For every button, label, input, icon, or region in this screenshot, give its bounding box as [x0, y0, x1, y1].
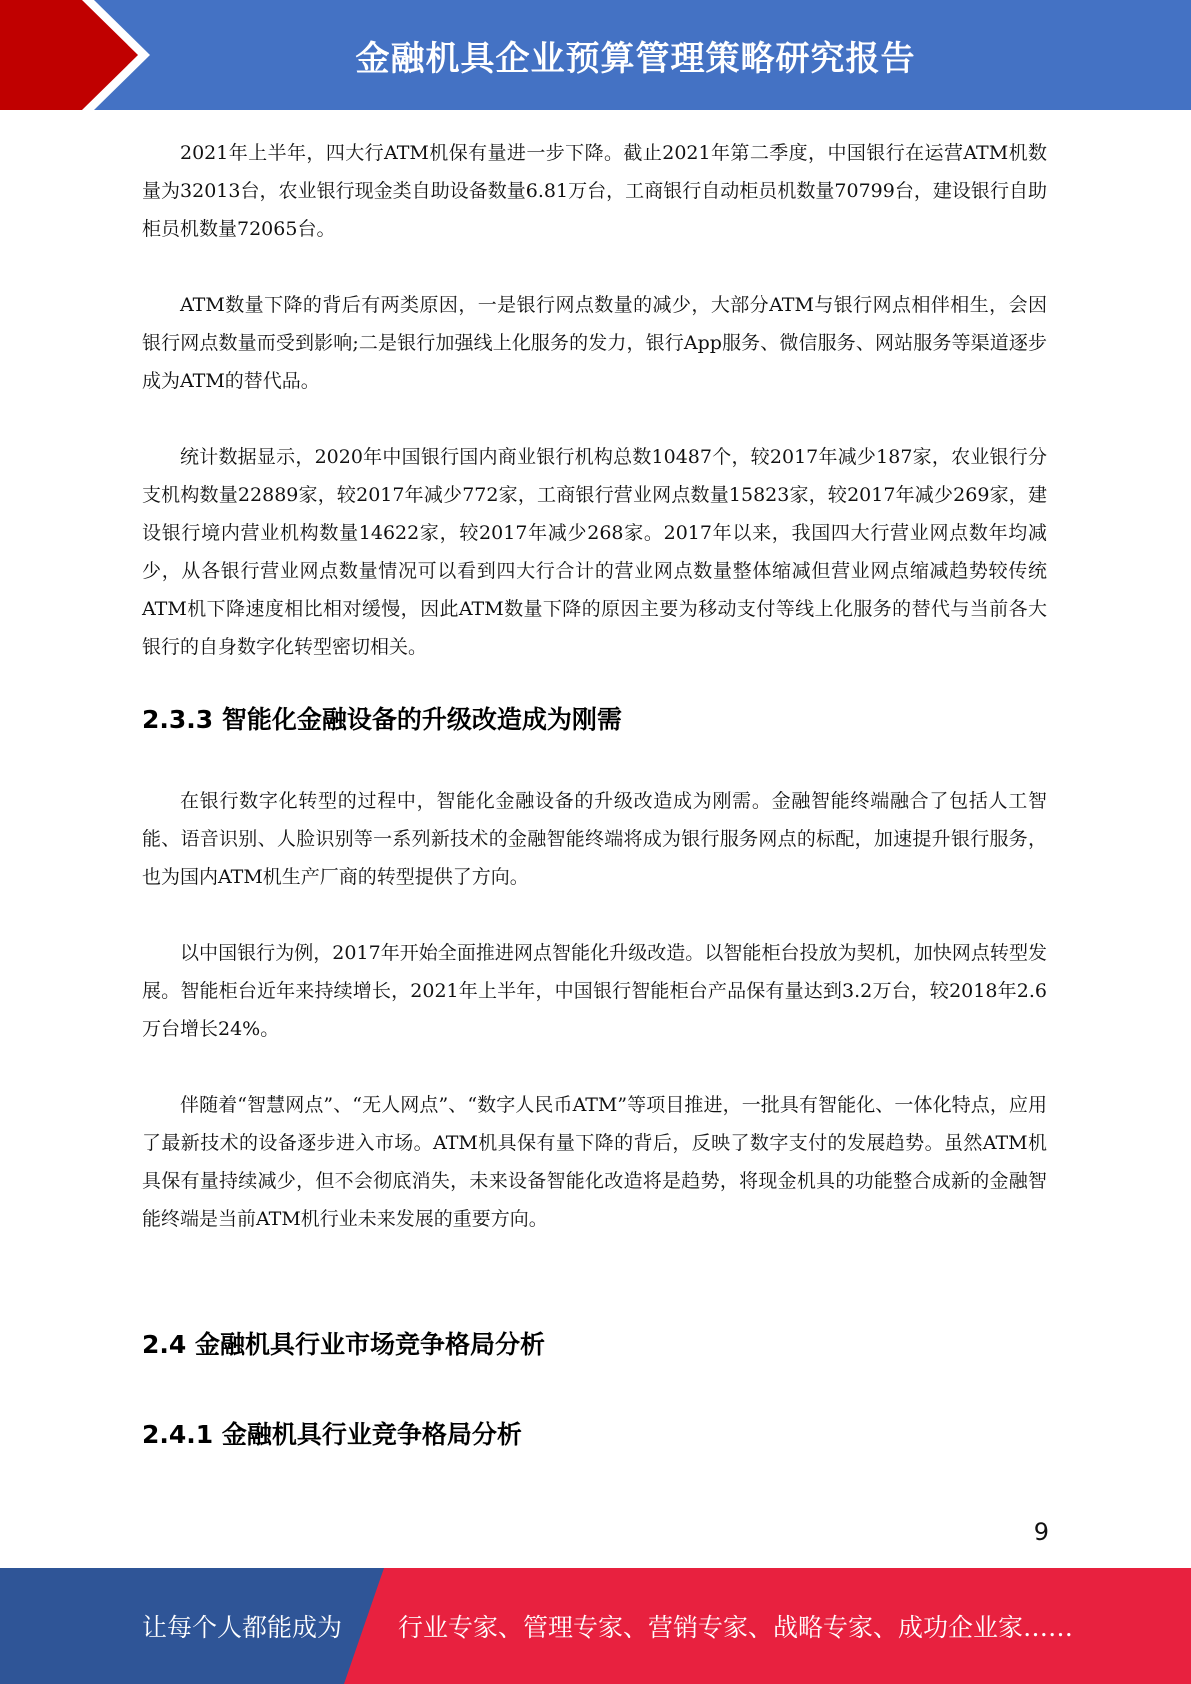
paragraph-boc-example: 以中国银行为例，2017年开始全面推进网点智能化升级改造。以智能柜台投放为契机，加快网点转型发展。智能柜台近年来持续增长，2021年上半年，中国银行智能柜台产品保有量达到3.2万台，较2018年2.6万台增长24%。 [142, 942, 1047, 1040]
paragraph-branch-statistics: 统计数据显示，2020年中国银行国内商业银行机构总数10487个，较2017年减少187家，农业银行分支机构数量22889家，较2017年减少772家，工商银行营业网点数量15823家，较2017年减少269家，建设银行境内营业机构数量14622家，较2017年减少268家。2017年以来，我国四大行营业网点数年均减少，从各银行营业网点数量情况可以看到四大行合计的营业网点数量整体缩减但营业网点缩减趋势较传统ATM机下降速度相比相对缓慢，因此ATM数量下降的原因主要为移动支付等线上化服务的替代与当前各大银行的自身数字化转型密切相关。 [142, 446, 1047, 658]
page-footer [0, 1568, 1191, 1684]
footer-slogan-right: 行业专家、管理专家、营销专家、战略专家、成功企业家…… [398, 1613, 1074, 1642]
section-heading-2-3-3: 2.3.3 智能化金融设备的升级改造成为刚需 [142, 705, 622, 734]
main-content [142, 134, 1047, 704]
paragraph-smart-devices: 在银行数字化转型的过程中，智能化金融设备的升级改造成为刚需。金融智能终端融合了包括人工智能、语音识别、人脸识别等一系列新技术的金融智能终端将成为银行服务网点的标配，加速提升银行服务，也为国内ATM机生产厂商的转型提供了方向。 [142, 790, 1047, 888]
section-heading-2-4: 2.4 金融机具行业市场竞争格局分析 [142, 1330, 545, 1359]
page-header [0, 0, 1191, 110]
paragraph-decline-reasons: ATM数量下降的背后有两类原因，一是银行网点数量的减少，大部分ATM与银行网点相伴相生，会因银行网点数量而受到影响;二是银行加强线上化服务的发力，银行App服务、微信服务、网站服务等渠道逐步成为ATM的替代品。 [142, 294, 1047, 392]
paragraph-smart-branch: 伴随着“智慧网点”、“无人网点”、“数字人民币ATM”等项目推进，一批具有智能化、一体化特点，应用了最新技术的设备逐步进入市场。ATM机具保有量下降的背后，反映了数字支付的发展趋势。虽然ATM机具保有量持续减少，但不会彻底消失，未来设备智能化改造将是趋势，将现金机具的功能整合成新的金融智能终端是当前ATM机行业未来发展的重要方向。 [142, 1094, 1047, 1230]
report-title: 金融机具企业预算管理策略研究报告 [355, 38, 916, 79]
section-heading-2-4-1: 2.4.1 金融机具行业竞争格局分析 [142, 1420, 522, 1449]
main-content-2 [142, 782, 1047, 1276]
paragraph-atm-count: 2021年上半年，四大行ATM机保有量进一步下降。截止2021年第二季度，中国银行在运营ATM机数量为32013台，农业银行现金类自助设备数量6.81万台，工商银行自动柜员机数量70799台，建设银行自助柜员机数量72065台。 [142, 142, 1047, 240]
page-number: 9 [1033, 1518, 1049, 1546]
footer-slogan-left: 让每个人都能成为 [142, 1613, 343, 1642]
